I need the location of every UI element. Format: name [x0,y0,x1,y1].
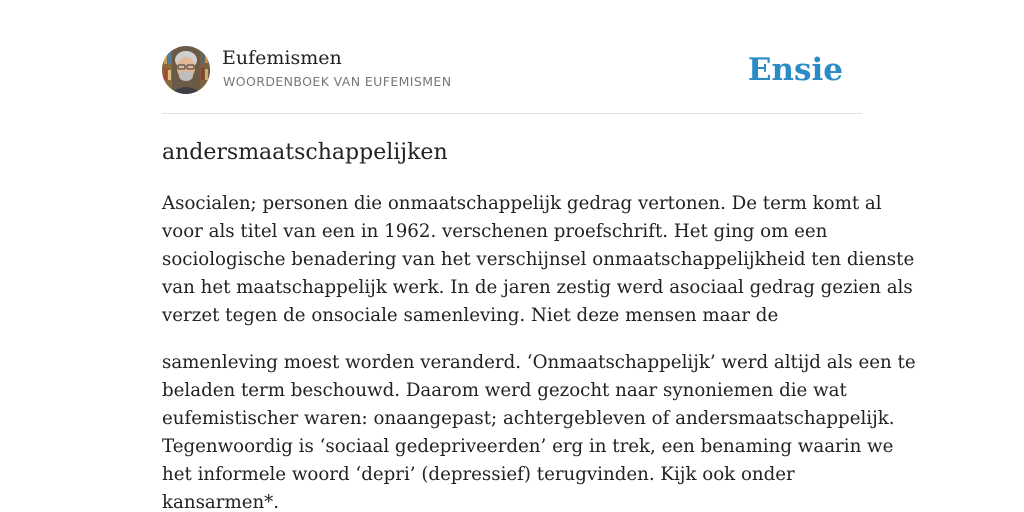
author-name[interactable]: Eufemismen [222,47,342,69]
avatar-portrait-icon [162,46,210,94]
entry-title: andersmaatschappelijken [162,140,448,165]
dictionary-subtitle[interactable]: WOORDENBOEK VAN EUFEMISMEN [223,74,452,89]
text-line: sociologische benadering van het verschijnsel onmaatschappelijkheid ten dienste [162,249,915,270]
text-line: eufemistischer waren: onaangepast; achtergebleven of andersmaatschappelijk. [162,408,895,429]
text-line: Asocialen; personen die onmaatschappelijk gedrag vertonen. De term komt al [162,193,882,214]
entry-paragraph-2 [162,349,916,512]
text-line: verzet tegen de onsociale samenleving. Niet deze mensen maar de [162,305,779,326]
author-avatar[interactable] [162,46,210,94]
text-line: Tegenwoordig is ‘sociaal gedepriveerden’ erg in trek, een benaming waarin we [162,436,894,457]
text-line: samenleving moest worden veranderd. ‘Onmaatschappelijk’ werd altijd als een te [162,352,916,373]
ensie-logo[interactable]: Ensie [747,52,843,88]
entry-paragraph-1 [162,190,915,330]
dictionary-header [162,46,862,96]
text-line: voor als titel van een in 1962. verschenen proefschrift. Het ging om een [162,221,828,242]
text-line: het informele woord ‘depri’ (depressief) terugvinden. Kijk ook onder [162,464,795,485]
header-divider [162,113,862,114]
text-line: van het maatschappelijk werk. In de jaren zestig werd asociaal gedrag gezien als [162,277,913,298]
text-line: beladen term beschouwd. Daarom werd gezocht naar synoniemen die wat [162,380,847,401]
text-line: kansarmen*. [162,492,280,512]
